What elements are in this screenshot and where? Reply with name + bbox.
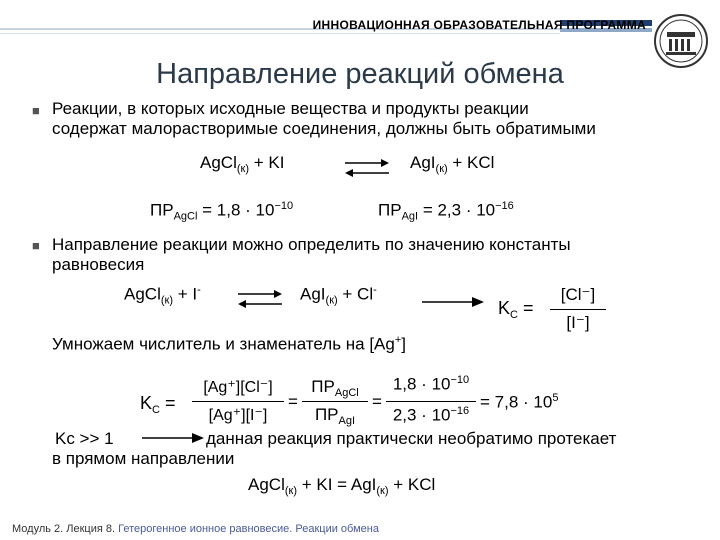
big-den3: $2,3 \cdot 10^{-16}$ [392,405,470,425]
conclusion-text: данная реакция практически необратимо протекает [206,429,617,448]
bullet2-line1: Направление реакции можно определить по значению константы [52,235,571,254]
big-num1: [Ag⁺][Cl⁻] [203,379,273,396]
bullet2-line2: равновесия [52,255,145,274]
reaction1-right: AgI$_{(к)}$ + KCl [410,153,495,175]
footer-module: Модуль 2. Лекция 8. [12,523,119,535]
multiply-text: Умножаем числитель и знаменатель на [Ag+] [52,334,407,354]
final-reaction: AgCl$_{(к)}$ + KI = AgI$_{(к)}$ + KCl [248,475,436,497]
pr-agcl: $ПР_{AgCl} = 1,8 \cdot 10^{-10}$ [150,200,294,223]
big-result: = $7,8 \cdot 10^5$ [480,392,559,412]
kc-numerator: [Cl⁻] [560,285,596,304]
fraction-line [386,401,476,402]
bullet-icon: ■ [32,238,40,253]
kc-label: $K_C$ = [498,298,534,321]
fraction-line [302,401,368,402]
kc-comparison: Kc >> 1 [55,429,114,448]
program-title: ИННОВАЦИОННАЯ ОБРАЗОВАТЕЛЬНАЯ ПРОГРАММА [312,18,646,32]
big-num2: $ПР_{AgCl}$ [311,377,359,399]
footer [12,523,379,535]
arrow-right-icon [140,430,206,446]
slide-title: Направление реакций обмена [156,58,564,90]
big-eq2: = [288,392,298,411]
big-kc-label: $K_C$ = [140,393,176,416]
big-num3: $1,8 \cdot 10^{-10}$ [392,374,470,394]
reaction2-left: AgCl$_{(к)}$ + I- [124,284,201,307]
big-den1: [Ag⁺][I⁻] [208,407,268,424]
footer-lecture: Гетерогенное ионное равновесие. Реакции обмена [118,523,379,535]
big-den2: $ПР_{AgI}$ [314,405,356,427]
equilibrium-arrow-icon [236,287,284,311]
reaction1-left: AgCl$_{(к)}$ + KI [200,153,285,175]
kc-denominator: [I⁻] [566,313,590,332]
arrow-right-icon [420,294,486,310]
fraction-line [192,401,284,402]
fraction-line [550,309,606,310]
equilibrium-arrow-icon [343,156,391,180]
conclusion-line2: в прямом направлении [52,449,235,468]
pr-agi: $ПР_{AgI} = 2,3 \cdot 10^{-16}$ [378,200,514,223]
bullet1-line1: Реакции, в которых исходные вещества и продукты реакции [52,99,529,118]
reaction2-right: AgI$_{(к)}$ + Cl- [300,284,377,307]
bullet1-line2: содержат малорастворимые соединения, должны быть обратимыми [52,119,596,138]
bullet-icon: ■ [32,103,40,118]
big-eq3: = [372,392,382,411]
